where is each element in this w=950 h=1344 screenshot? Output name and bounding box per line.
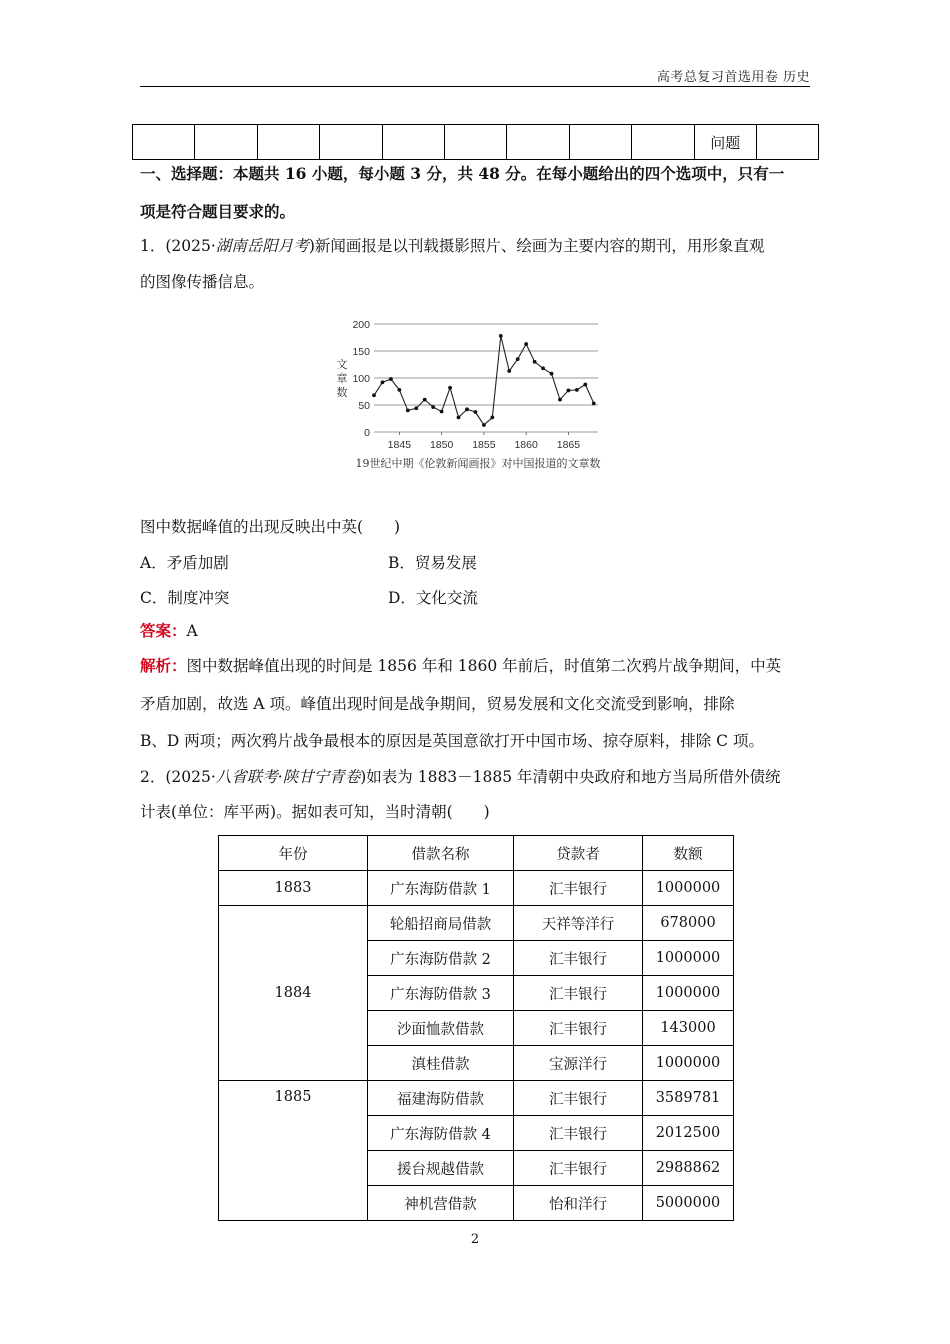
q1-answer xyxy=(140,621,812,641)
x-tick-label: 1850 xyxy=(429,439,454,451)
q1-source-open: (2025· xyxy=(165,237,216,255)
q1-analysis-line2: 矛盾加剧，故选 A 项。峰值出现时间是战争期间，贸易发展和文化交流受到影响，排除 xyxy=(140,695,735,713)
x-tick-label: 1855 xyxy=(472,439,496,451)
data-point xyxy=(406,409,410,413)
q2-source-close: ) xyxy=(360,768,367,786)
loan-name-cell: 沙面恤款借款 xyxy=(368,1011,514,1046)
header-loan-name: 借款名称 xyxy=(368,836,514,871)
data-point xyxy=(372,393,376,397)
score-cell xyxy=(320,125,382,160)
q2-stem-line1 xyxy=(140,767,812,787)
data-point xyxy=(490,416,494,420)
q2-source: 八省联考·陕甘宁青卷 xyxy=(215,768,361,786)
data-point xyxy=(507,369,511,373)
data-point xyxy=(381,380,385,384)
loan-name-cell: 滇桂借款 xyxy=(368,1046,514,1081)
data-point xyxy=(448,386,452,390)
x-tick-label: 1865 xyxy=(556,439,581,451)
lender-cell: 汇丰银行 xyxy=(514,1011,643,1046)
q1-source: 湖南岳阳月考 xyxy=(215,237,309,255)
answer-value: A xyxy=(186,622,198,640)
lender-cell: 汇丰银行 xyxy=(514,1081,643,1116)
year-cell: 1884 xyxy=(219,906,368,1081)
header-amount: 数额 xyxy=(643,836,734,871)
articles-line-chart xyxy=(326,312,626,474)
data-point xyxy=(567,389,571,393)
q2-stem-line2: 计表(单位：库平两)。据如表可知，当时清朝( ) xyxy=(140,803,490,821)
score-cell xyxy=(195,125,257,160)
year-cell: 1885 xyxy=(219,1081,368,1221)
data-point xyxy=(583,383,587,387)
y-tick-label: 200 xyxy=(352,319,370,331)
loan-name-cell: 广东海防借款 4 xyxy=(368,1116,514,1151)
score-cell xyxy=(569,125,631,160)
score-cell xyxy=(632,125,694,160)
y-axis-label-char: 数 xyxy=(336,386,348,399)
score-cell xyxy=(507,125,569,160)
q1-stem-text: 新闻画报是以刊载摄影照片、绘画为主要内容的期刊，用形象直观 xyxy=(314,237,765,255)
year-cell: 1883 xyxy=(219,871,368,906)
amount-cell: 2988862 xyxy=(643,1151,734,1186)
q1-analysis-line3: B、D 两项；两次鸦片战争最根本的原因是英国意欲打开中国市场、掠夺原料，排除 C 项。 xyxy=(140,732,764,750)
analysis-label: 解析： xyxy=(140,656,187,675)
lender-cell: 汇丰银行 xyxy=(514,871,643,906)
data-point xyxy=(457,416,461,420)
data-point xyxy=(423,398,427,402)
loan-name-cell: 神机营借款 xyxy=(368,1186,514,1221)
data-point xyxy=(558,398,562,402)
data-point xyxy=(431,405,435,409)
amount-cell: 5000000 xyxy=(643,1186,734,1221)
data-point xyxy=(474,410,478,414)
header-rule xyxy=(140,86,810,87)
lender-cell: 汇丰银行 xyxy=(514,1151,643,1186)
y-tick-label: 100 xyxy=(352,373,370,385)
score-cell-label: 问题 xyxy=(694,125,756,160)
table-header-row xyxy=(219,836,734,871)
amount-cell: 1000000 xyxy=(643,1046,734,1081)
data-point xyxy=(499,334,503,338)
lender-cell: 汇丰银行 xyxy=(514,941,643,976)
amount-cell: 678000 xyxy=(643,906,734,941)
header-lender: 贷款者 xyxy=(514,836,643,871)
score-cell xyxy=(257,125,319,160)
chart-title: 19世纪中期《伦敦新闻画报》对中国报道的文章数 xyxy=(355,457,601,470)
lender-cell: 汇丰银行 xyxy=(514,976,643,1011)
score-cell xyxy=(756,125,818,160)
amount-cell: 143000 xyxy=(643,1011,734,1046)
score-cell xyxy=(382,125,444,160)
data-point xyxy=(524,342,528,346)
y-axis-label-char: 文 xyxy=(336,358,348,371)
header-year: 年份 xyxy=(219,836,368,871)
amount-cell: 1000000 xyxy=(643,976,734,1011)
table-row xyxy=(219,1081,734,1116)
q1-number: 1． xyxy=(140,237,166,255)
data-point xyxy=(397,388,401,392)
amount-cell: 1000000 xyxy=(643,941,734,976)
section-instructions-line1: 一、选择题：本题共 16 小题，每小题 3 分，共 48 分。在每小题给出的四个选项中，只有一 xyxy=(140,164,785,183)
q1-option-b: B．贸易发展 xyxy=(388,554,477,572)
y-tick-label: 50 xyxy=(358,400,370,412)
lender-cell: 天祥等洋行 xyxy=(514,906,643,941)
amount-cell: 1000000 xyxy=(643,871,734,906)
amount-cell: 2012500 xyxy=(643,1116,734,1151)
section-instructions-line2: 项是符合题目要求的。 xyxy=(140,202,296,221)
q1-question: 图中数据峰值的出现反映出中英( ) xyxy=(140,518,401,536)
table-row xyxy=(219,871,734,906)
loan-name-cell: 福建海防借款 xyxy=(368,1081,514,1116)
lender-cell: 汇丰银行 xyxy=(514,1116,643,1151)
q2-number: 2． xyxy=(140,768,166,786)
lender-cell: 怡和洋行 xyxy=(514,1186,643,1221)
data-point xyxy=(541,366,545,370)
q1-option-d: D．文化交流 xyxy=(388,589,478,607)
loan-name-cell: 广东海防借款 3 xyxy=(368,976,514,1011)
q1-option-c: C．制度冲突 xyxy=(140,589,230,607)
lender-cell: 宝源洋行 xyxy=(514,1046,643,1081)
q1-stem-line1 xyxy=(140,236,812,256)
q1-option-a: A．矛盾加剧 xyxy=(140,554,229,572)
loan-name-cell: 轮船招商局借款 xyxy=(368,906,514,941)
data-point xyxy=(440,410,444,414)
loan-name-cell: 广东海防借款 1 xyxy=(368,871,514,906)
q1-source-close: ) xyxy=(308,237,315,255)
x-tick-label: 1845 xyxy=(387,439,412,451)
score-grid xyxy=(132,124,819,160)
data-point xyxy=(592,401,596,405)
score-cell xyxy=(133,125,195,160)
loan-name-cell: 广东海防借款 2 xyxy=(368,941,514,976)
q2-source-open: (2025· xyxy=(165,768,216,786)
data-point xyxy=(465,407,469,411)
q2-stem-text: 如表为 1883－1885 年清朝中央政府和地方当局所借外债统 xyxy=(366,768,781,786)
data-point xyxy=(389,377,393,381)
answer-label: 答案： xyxy=(140,621,187,640)
running-header: 高考总复习首选用卷 历史 xyxy=(656,70,810,85)
y-tick-label: 150 xyxy=(352,346,370,358)
amount-cell: 3589781 xyxy=(643,1081,734,1116)
data-point xyxy=(575,388,579,392)
y-axis-label-char: 章 xyxy=(336,372,348,385)
analysis-text: 图中数据峰值出现的时间是 1856 年和 1860 年前后，时值第二次鸦片战争期间，中英 xyxy=(186,657,782,675)
data-point xyxy=(414,406,418,410)
table-row xyxy=(219,906,734,941)
x-tick-label: 1860 xyxy=(514,439,538,451)
data-point xyxy=(533,360,537,364)
data-point xyxy=(482,423,486,427)
score-cell xyxy=(444,125,506,160)
foreign-loan-table xyxy=(218,835,734,1221)
page-number: 2 xyxy=(470,1232,480,1247)
data-point xyxy=(550,372,554,376)
data-point xyxy=(516,357,520,361)
y-tick-label: 0 xyxy=(364,427,370,439)
loan-name-cell: 援台规越借款 xyxy=(368,1151,514,1186)
q1-analysis-line1 xyxy=(140,656,812,676)
q1-stem-line2: 的图像传播信息。 xyxy=(140,273,265,291)
